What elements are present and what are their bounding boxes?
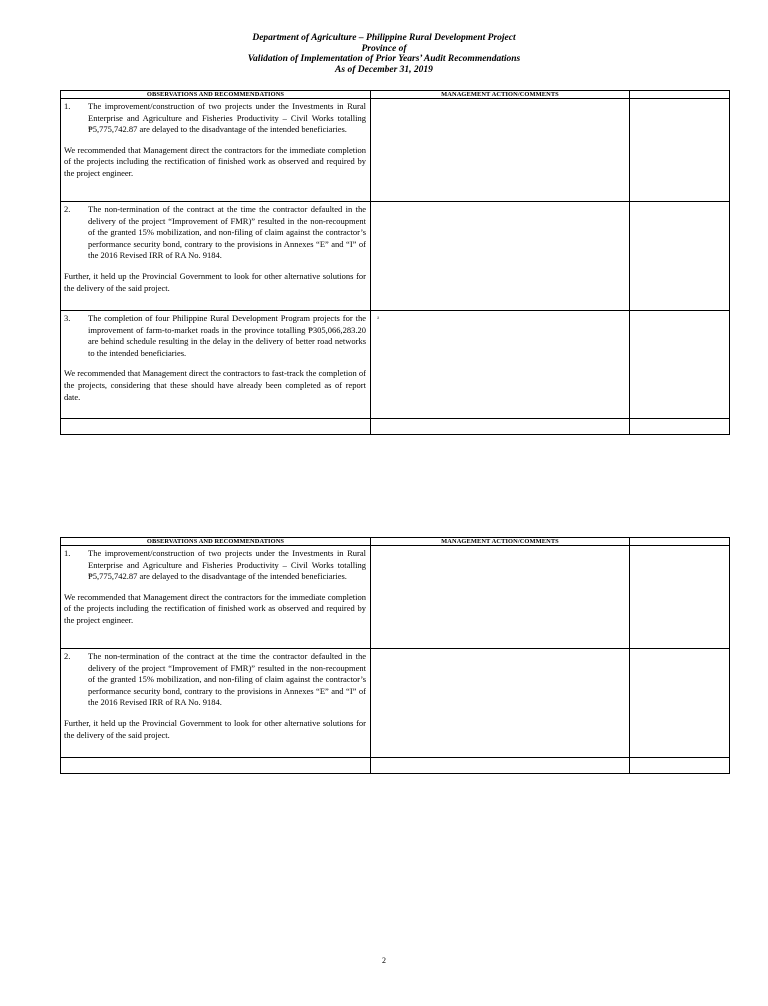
table-header-row <box>61 91 730 99</box>
recommendation-text: Further, it held up the Provincial Government to look for other alternative solutions for the delivery of the said project. <box>64 717 366 740</box>
recommendation-text: Further, it held up the Provincial Government to look for other alternative solutions for the delivery of the said project. <box>64 270 366 293</box>
item-number: 1. <box>64 548 71 558</box>
table-row <box>61 649 730 758</box>
extra-cell <box>630 311 730 419</box>
item-number: 2. <box>64 651 71 661</box>
table-row <box>61 546 730 649</box>
observation-cell <box>61 546 371 649</box>
management-header: MANAGEMENT ACTION/COMMENTS <box>371 538 630 546</box>
extra-header <box>630 538 730 546</box>
management-action-cell <box>371 546 630 649</box>
observation-cell <box>61 649 371 758</box>
document-header <box>0 33 768 75</box>
extra-cell <box>630 202 730 311</box>
management-header: MANAGEMENT ACTION/COMMENTS <box>371 91 630 99</box>
empty-cell <box>630 419 730 435</box>
table-row <box>61 202 730 311</box>
table-header-row <box>61 538 730 546</box>
header-line-1: Department of Agriculture – Philippine Rural Development Project <box>252 33 516 43</box>
extra-cell <box>630 546 730 649</box>
cell-mark: a <box>377 316 380 321</box>
item-number: 3. <box>64 313 71 323</box>
empty-cell <box>371 419 630 435</box>
extra-cell <box>630 99 730 202</box>
empty-table-row <box>61 758 730 774</box>
item-number: 1. <box>64 101 71 111</box>
header-line-3: Validation of Implementation of Prior Years’ Audit Recommendations <box>247 54 521 64</box>
observation-text: The improvement/construction of two projects under the Investments in Rural Enterprise and Agriculture and Fisheries Productivity – Civil Works totalling ₱5,775,742.87 are delayed to the disadvantage of the intended beneficiaries. <box>88 101 366 135</box>
audit-table-2 <box>60 537 730 774</box>
observation-text: The non-termination of the contract at the time the contractor defaulted in the delivery of the project “Improvement of FMR)” resulted in the non-recoupment of the granted 15% mobilization, and non-filing of claim against the contractor’s performance security bond, contrary to the provisions in Annexes “E” and “I” of the 2016 Revised IRR of RA No. 9184. <box>88 651 366 708</box>
item-number: 2. <box>64 204 71 214</box>
empty-cell <box>630 758 730 774</box>
empty-table-row <box>61 419 730 435</box>
observations-header: OBSERVATIONS AND RECOMMENDATIONS <box>61 91 371 99</box>
extra-header <box>630 91 730 99</box>
observation-text: The improvement/construction of two projects under the Investments in Rural Enterprise and Agriculture and Fisheries Productivity – Civil Works totalling ₱5,775,742.87 are delayed to the disadvantage of the intended beneficiaries. <box>88 548 366 582</box>
management-action-cell <box>371 311 630 419</box>
observation-cell <box>61 202 371 311</box>
header-line-4: As of December 31, 2019 <box>335 64 433 75</box>
management-action-cell <box>371 99 630 202</box>
page-number: 2 <box>382 956 386 965</box>
empty-cell <box>371 758 630 774</box>
table-row <box>61 99 730 202</box>
empty-cell <box>61 758 371 774</box>
recommendation-text: We recommended that Management direct the contractors for the immediate completion of the projects including the rectification of finished work as observed and required by the project engineer. <box>64 144 366 178</box>
observations-header: OBSERVATIONS AND RECOMMENDATIONS <box>61 538 371 546</box>
recommendation-text: We recommended that Management direct the contractors to fast-track the completion of the projects, considering that these should have already been completed as of report date. <box>64 368 366 402</box>
header-line-2: Province of <box>361 43 407 54</box>
management-action-cell <box>371 202 630 311</box>
extra-cell <box>630 649 730 758</box>
recommendation-text: We recommended that Management direct the contractors for the immediate completion of the projects including the rectification of finished work as observed and required by the project engineer. <box>64 591 366 625</box>
observation-cell <box>61 311 371 419</box>
audit-table-1 <box>60 90 730 435</box>
empty-cell <box>61 419 371 435</box>
observation-text: The non-termination of the contract at the time the contractor defaulted in the delivery of the project “Improvement of FMR)” resulted in the non-recoupment of the granted 15% mobilization, and non-filing of claim against the contractor’s performance security bond, contrary to the provisions in Annexes “E” and “I” of the 2016 Revised IRR of RA No. 9184. <box>88 204 366 261</box>
observation-cell <box>61 99 371 202</box>
management-action-cell <box>371 649 630 758</box>
table-row <box>61 311 730 419</box>
observation-text: The completion of four Philippine Rural Development Program projects for the improvement of farm-to-market roads in the province totalling ₱305,066,283.20 are behind schedule resulting in the delay in the delivery of better road networks to the intended beneficiaries. <box>88 313 366 358</box>
